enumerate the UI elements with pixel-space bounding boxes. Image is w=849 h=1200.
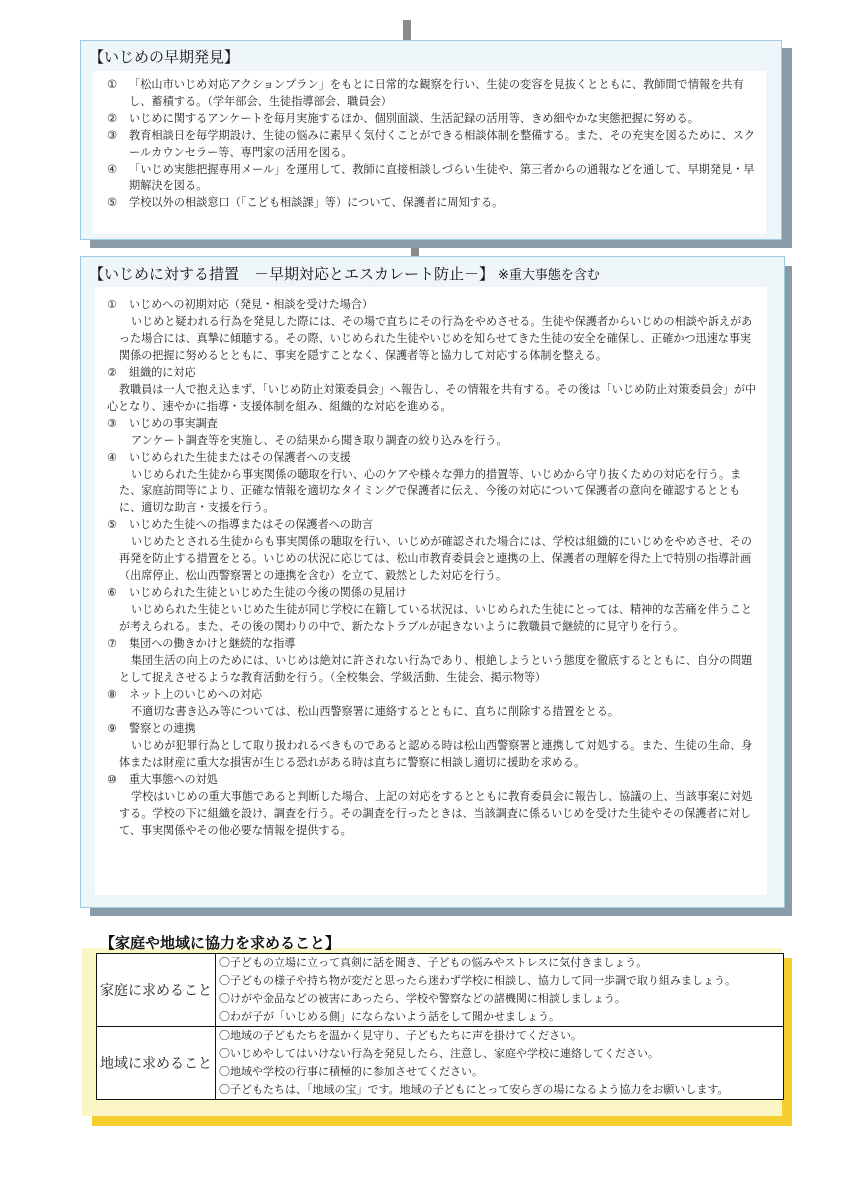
cooperation-table [96, 953, 784, 1100]
early-detection-list [107, 77, 762, 212]
list-item: ⑨ 警察との連携 いじめが犯罪行為として取り扱われるべきものであると認める時は松山西警察署と連携して対処する。また、生徒の生命、身体または財産に重大な損害が生じる恐れがある時は直ちに警察に相談し適切に援助を求める。 [107, 721, 753, 769]
response-measures-title: 【いじめに対する措置 －早期対応とエスカレート防止－】 [89, 265, 495, 283]
list-item: ⑦ 集団への働きかけと継続的な指導 集団生活の向上のためには、いじめは絶対に許されない行為であり、根絶しようという態度を徹底するとともに、自分の問題として捉えさせるような教育活動を行う。（全校集会、学級活動、生徒会、掲示物等） [107, 637, 753, 684]
table-row [97, 954, 784, 1027]
community-requests-header: 地域に求めること [97, 1027, 216, 1100]
list-item: ⑤ 学校以外の相談窓口（「こども相談課」等）について、保護者に周知する。 [107, 196, 504, 210]
cooperation-heading: 【家庭や地域に協力を求めること】 [100, 934, 341, 952]
list-item: ③ 教育相談日を毎学期設け、生徒の悩みに素早く気付くことができる相談体制を整備する。また、その充実を図るために、スクールカウンセラー等、専門家の活用を図る。 [107, 128, 756, 159]
list-item: ⑩ 重大事態への対処 学校はいじめの重大事態であると判断した場合、上記の対応をするとともに教育委員会に報告し、協議の上、当該事案に対処する。学校の下に組織を設け、調査を行う。その調査を行ったときは、当該調査に係るいじめを受けた生徒やその保護者に対して、事実関係やその他必要な情報を提供する。 [107, 772, 753, 837]
list-item: ② 組織的に対応 教職員は一人で抱え込まず、「いじめ防止対策委員会」へ報告し、その情報を共有する。その後は「いじめ防止対策委員会」が中心となり、速やかに指導・支援体制を組み、組織的な対応を進める。 [107, 365, 757, 413]
list-item: ③ いじめの事実調査 アンケート調査等を実施し、その結果から聞き取り調査の絞り込みを行う。 [107, 416, 508, 447]
list-item: ① 「松山市いじめ対応アクションプラン」をもとに日常的な観察を行い、生徒の変容を見抜くとともに、教師間で情報を共有し、蓄積する。（学年部会、生徒指導部会、職員会） [107, 78, 744, 108]
list-item: ⑧ ネット上のいじめへの対応 不適切な書き込み等については、松山西警察署に連絡するとともに、直ちに削除する措置をとる。 [107, 687, 619, 718]
family-requests-cell: 〇子どもの立場に立って真剣に話を聞き、子どもの悩みやストレスに気付きましょう。 〇子どもの様子や持ち物が変だと思ったら迷わず学校に相談し、協力して同一歩調で取り組みましょう。 〇けがや金品などの被害にあったら、学校や警察などの諸機関に相談しましょう。 〇わが子が「いじめる側」にならないよう話をして聞かせましょう。 [216, 954, 784, 1027]
early-detection-panel [80, 40, 782, 240]
community-requests-cell: 〇地域の子どもたちを温かく見守り、子どもたちに声を掛けてください。 〇いじめやしてはいけない行為を発見したら、注意し、家庭や学校に連絡してください。 〇地域や学校の行事に積極的に参加させてください。 〇子どもたちは、「地域の宝」です。地域の子どもにとって安らぎの場になるよう協力をお願いします。 [216, 1027, 784, 1100]
early-detection-heading: 【いじめの早期発見】 [89, 48, 240, 66]
list-item: ④ いじめられた生徒またはその保護者への支援 いじめられた生徒から事実関係の聴取を行い、心のケアや様々な弾力的措置等、いじめから守り抜くための対応を行う。また、家庭訪問等により、正確な情報を適切なタイミングで保護者に伝え、今後の対応について保護者の意向を確認するとともに、適切な助言・支援を行う。 [107, 450, 742, 515]
table-row [97, 1027, 784, 1100]
list-item: ⑥ いじめられた生徒といじめた生徒の今後の関係の見届け いじめられた生徒といじめた生徒が同じ学校に在籍している状況は、いじめられた生徒にとっては、精神的な苦痛を伴うことが考えられる。また、その後の関わりの中で、新たなトラブルが起きないように教職員で継続的に見守りを行う。 [107, 586, 753, 634]
family-requests-header: 家庭に求めること [97, 954, 216, 1027]
list-item: ① いじめへの初期対応（発見・相談を受けた場合） いじめと疑われる行為を発見した際には、その場で直ちにその行為をやめさせる。生徒や保護者からいじめの相談や訴えがあった場合には、真摯に傾聴する。その際、いじめられた生徒やいじめを知らせてきた生徒の安全を確保し、正確かつ迅速な事実関係の把握に努めるとともに、事実を隠すことなく、保護者等と協力して対応する体制を整える。 [107, 298, 753, 362]
serious-case-note: ※重大事態を含む [498, 268, 600, 283]
list-item: ④ 「いじめ実態把握専用メール」を運用して、教師に直接相談しづらい生徒や、第三者からの通報などを通して、早期発見・早期解決を図る。 [107, 162, 755, 193]
response-measures-list [107, 297, 759, 840]
response-measures-heading [89, 263, 600, 284]
list-item: ② いじめに関するアンケートを毎月実施するほか、個別面談、生活記録の活用等、きめ細やかな実態把握に努める。 [107, 111, 699, 125]
response-measures-panel [80, 256, 785, 908]
list-item: ⑤ いじめた生徒への指導またはその保護者への助言 いじめたとされる生徒からも事実関係の聴取を行い、いじめが確認された場合には、学校は組織的にいじめをやめさせ、その再発を防止する措置をとる。いじめの状況に応じては、松山市教育委員会と連携の上、保護者の理解を得た上で特別の指導計画（出席停止、松山西警察署との連携を含む）を立て、毅然とした対応を行う。 [107, 518, 752, 583]
